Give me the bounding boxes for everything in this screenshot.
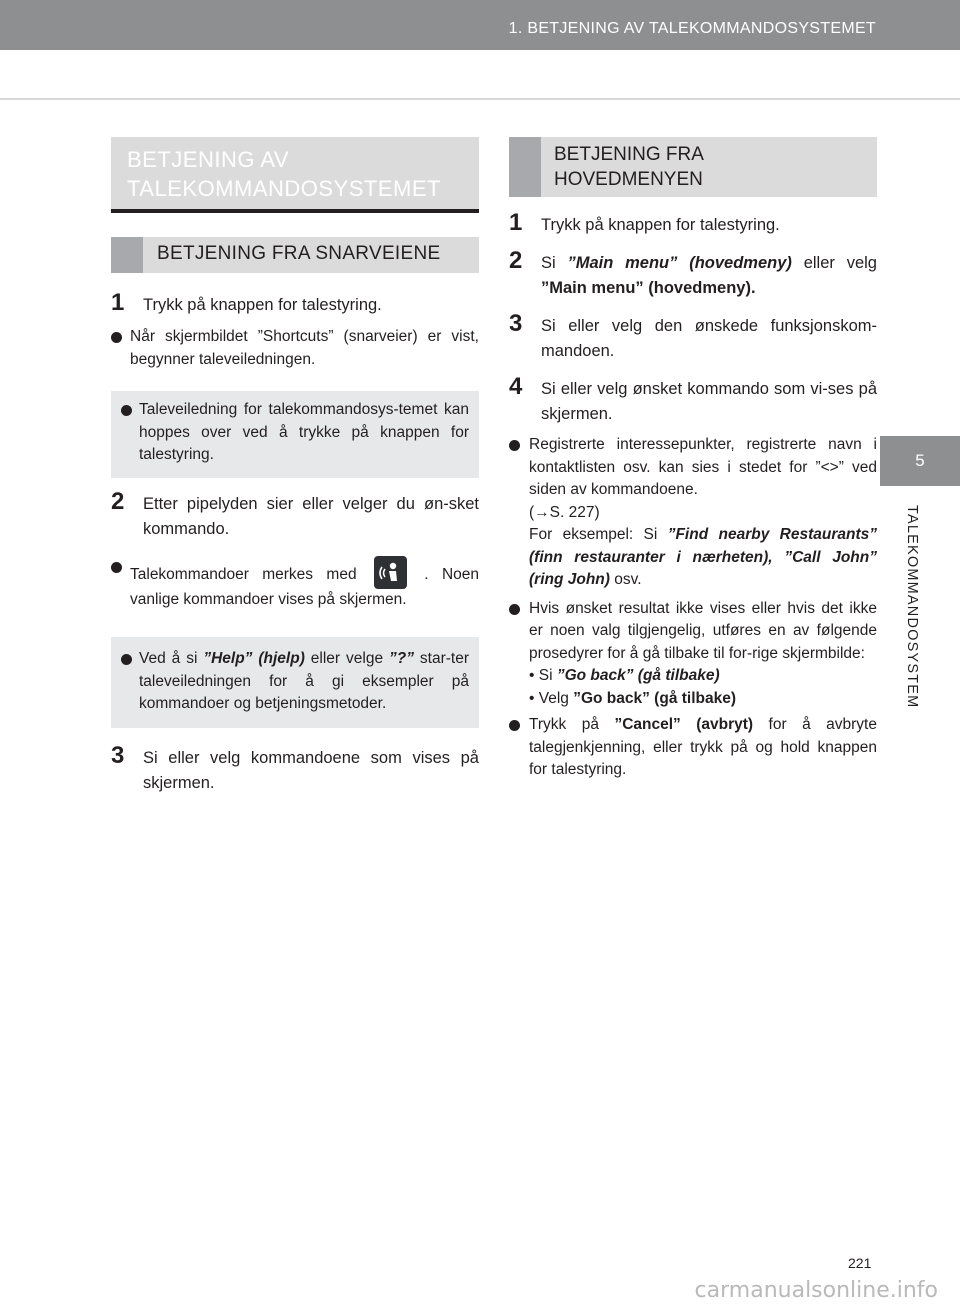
note-text-question: ”?” (389, 650, 414, 667)
left-column (111, 137, 479, 796)
step-4 (509, 373, 877, 427)
note-text-help: ”Help” (hjelp) (203, 650, 305, 667)
bullet-shortcuts-screen (111, 326, 479, 371)
step-number: 1 (111, 289, 125, 316)
step-text-main-menu: ”Main menu” (hovedmeny) (567, 254, 792, 272)
bullet-dot (509, 720, 520, 731)
talk-command-icon (374, 556, 407, 589)
chapter-tab-number: 5 (915, 451, 925, 470)
bullet-dot (111, 562, 122, 573)
section-heading-line2: TALEKOMMANDOSYSTEMET (127, 176, 441, 201)
step-number: 2 (509, 247, 523, 274)
cancel-label: ”Cancel” (avbryt) (614, 716, 754, 733)
subsection-heading: BETJENING FRA SNARVEIENE (157, 243, 441, 264)
step-number: 1 (509, 209, 523, 236)
step-number: 4 (509, 373, 523, 400)
note-item (121, 648, 469, 716)
bullet-text: Registrerte interessepunkter, registrerte navn i kontaktlisten osv. kan sies i stedet for ”<>” ved siden av kommandoene. (529, 436, 877, 498)
bullet-text: Hvis ønsket resultat ikke vises eller hvis det ikke er noen valg tilgjengelig, utføres en av følgende prosedyrer for å gå tilbake til for-rige skjermbilde: (529, 599, 877, 662)
bullet-dot (509, 604, 520, 615)
step-text: Trykk på knappen for talestyring. (541, 216, 780, 234)
header-divider (0, 98, 960, 100)
step-3 (509, 310, 877, 364)
section-heading-band (111, 137, 479, 213)
subsection-marker (509, 137, 541, 197)
step-text-c: eller velg (803, 254, 877, 272)
subsection-band-shortcuts (111, 237, 479, 273)
sub-item-select-go-back (529, 688, 877, 711)
bullet-text-c: for å avbryte talegjenkjenning, eller trykk på og hold knappen for talestyring. (529, 716, 877, 778)
step-text: Trykk på knappen for talestyring. (143, 296, 382, 314)
step-3 (111, 741, 479, 796)
bullet-text-b: . Noen vanlige kommandoer vises på skjermen. (130, 565, 479, 608)
note-item (121, 399, 469, 467)
sub-item-command: ”Go back” (gå tilbake) (556, 667, 720, 684)
bullet-text-a: Talekommandoer merkes med (130, 565, 357, 583)
example-end: osv. (614, 571, 642, 588)
bullet-dot (509, 440, 520, 451)
note-box-help (111, 637, 479, 728)
page-number: 221 (848, 1255, 872, 1271)
section-heading (127, 145, 441, 203)
sub-item-lead: • Velg (529, 689, 569, 707)
chapter-header-bar (0, 0, 960, 50)
step-text-a: Si (541, 254, 556, 272)
step-2 (509, 247, 877, 301)
bullet-dot (121, 405, 132, 416)
subsection-heading (554, 142, 704, 192)
bullet-text: Når skjermbildet ”Shortcuts” (snarveier) er vist, begynner taleveiledningen. (130, 328, 479, 368)
sub-item-command: ”Go back” (gå tilbake) (573, 689, 737, 707)
example-lead: For eksempel: Si (529, 526, 658, 543)
subsection-band-main-menu (509, 137, 877, 197)
chapter-tab (880, 436, 960, 486)
note-text: Taleveiledning for talekommandosys-temet kan hoppes over ved å trykke på knappen for talestyring. (139, 401, 469, 463)
example-commands: ”Find nearby Restaurants” (finn restauranter i nærheten), ”Call John” (ring John) (529, 526, 877, 588)
step-1 (111, 289, 479, 318)
step-2 (111, 487, 479, 542)
step-text: Si eller velg ønsket kommando som vi-ses på skjermen. (541, 380, 877, 423)
section-heading-line1: BETJENING AV (127, 147, 290, 172)
note-text-a: Ved å si (139, 650, 198, 667)
note-box-skip-guidance (111, 391, 479, 478)
step-text: Etter pipelyden sier eller velger du øn-sket kommando. (143, 494, 479, 538)
bullet-registered-names (509, 434, 877, 592)
step-1 (509, 209, 877, 238)
subsection-heading-line1: BETJENING FRA (554, 144, 704, 165)
right-column (509, 137, 877, 782)
bullet-go-back (509, 598, 877, 711)
step-text: Si eller velg kommandoene som vises på skjermen. (143, 748, 479, 792)
note-text-c: eller velge (310, 650, 384, 667)
sub-item-lead: • Si (529, 667, 553, 684)
bullet-text-a: Trykk på (529, 716, 599, 733)
bullet-cancel (509, 714, 877, 782)
step-text-main-menu-select: ”Main menu” (hovedmeny). (541, 279, 756, 297)
note-text-e: star-ter taleveiledningen for å gi eksempler på kommandoer og betjeningsmetoder. (139, 650, 470, 712)
step-number: 3 (111, 741, 125, 769)
chapter-tab-label: TALEKOMMANDOSYSTEM (904, 505, 920, 709)
site-watermark: carmanualsonline.info (694, 1278, 938, 1303)
step-number: 3 (509, 310, 523, 337)
page-reference: (→S. 227) (529, 503, 600, 521)
subsection-marker (111, 237, 143, 273)
step-number: 2 (111, 487, 125, 515)
chapter-title: 1. BETJENING AV TALEKOMMANDOSYSTEMET (508, 20, 876, 37)
subsection-heading-line2: HOVEDMENYEN (554, 169, 703, 190)
bullet-voice-commands (111, 556, 479, 612)
bullet-dot (111, 332, 122, 343)
bullet-dot (121, 654, 132, 665)
step-text: Si eller velg den ønskede funksjonskom-mandoen. (541, 317, 877, 360)
sub-item-say-go-back (529, 665, 877, 688)
